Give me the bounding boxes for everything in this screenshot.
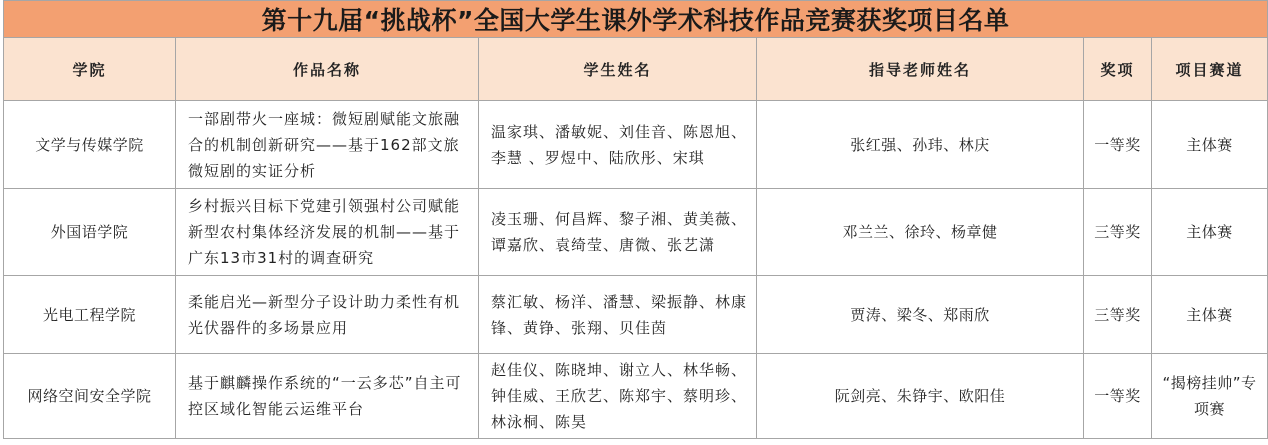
track-cell: “揭榜挂帅”专项赛: [1152, 354, 1268, 439]
award-cell: 三等奖: [1084, 189, 1152, 276]
track-cell: 主体赛: [1152, 189, 1268, 276]
advisors-cell: 张红强、孙玮、林庆: [757, 101, 1084, 189]
column-header-students: 学生姓名: [479, 38, 757, 101]
track-cell: 主体赛: [1152, 276, 1268, 354]
column-header-advisors: 指导老师姓名: [757, 38, 1084, 101]
column-header-award: 奖项: [1084, 38, 1152, 101]
table-row: [4, 189, 1268, 276]
table-row: [4, 354, 1268, 439]
column-header-work: 作品名称: [176, 38, 479, 101]
work-title-cell: 基于麒麟操作系统的“一云多芯”自主可控区域化智能云运维平台: [176, 354, 479, 439]
table-row: [4, 101, 1268, 189]
table-row: [4, 276, 1268, 354]
college-cell: 外国语学院: [4, 189, 176, 276]
award-cell: 一等奖: [1084, 354, 1152, 439]
advisors-cell: 邓兰兰、徐玲、杨章健: [757, 189, 1084, 276]
students-cell: 温家琪、潘敏妮、刘佳音、陈恩旭、李慧 、罗煜中、陆欣彤、宋琪: [479, 101, 757, 189]
work-title-cell: 乡村振兴目标下党建引领强村公司赋能新型农村集体经济发展的机制——基于广东13市31村的调查研究: [176, 189, 479, 276]
college-cell: 光电工程学院: [4, 276, 176, 354]
table-title: 第十九届“挑战杯”全国大学生课外学术科技作品竞赛获奖项目名单: [4, 1, 1268, 38]
track-cell: 主体赛: [1152, 101, 1268, 189]
column-header-college: 学院: [4, 38, 176, 101]
work-title-cell: 一部剧带火一座城：微短剧赋能文旅融合的机制创新研究——基于162部文旅微短剧的实证分析: [176, 101, 479, 189]
award-cell: 一等奖: [1084, 101, 1152, 189]
advisors-cell: 贾涛、梁冬、郑雨欣: [757, 276, 1084, 354]
students-cell: 凌玉珊、何昌辉、黎子湘、黄美薇、谭嘉欣、袁绮莹、唐微、张艺潇: [479, 189, 757, 276]
students-cell: 蔡汇敏、杨洋、潘慧、梁振静、林康锋、黄铮、张翔、贝佳茵: [479, 276, 757, 354]
award-cell: 三等奖: [1084, 276, 1152, 354]
students-cell: 赵佳仪、陈晓坤、谢立人、林华畅、钟佳威、王欣艺、陈郑宇、蔡明珍、林泳桐、陈昊: [479, 354, 757, 439]
work-title-cell: 柔能启光—新型分子设计助力柔性有机光伏器件的多场景应用: [176, 276, 479, 354]
advisors-cell: 阮剑亮、朱铮宇、欧阳佳: [757, 354, 1084, 439]
header-row: [4, 38, 1268, 101]
column-header-track: 项目赛道: [1152, 38, 1268, 101]
college-cell: 网络空间安全学院: [4, 354, 176, 439]
award-table: [3, 0, 1268, 439]
college-cell: 文学与传媒学院: [4, 101, 176, 189]
